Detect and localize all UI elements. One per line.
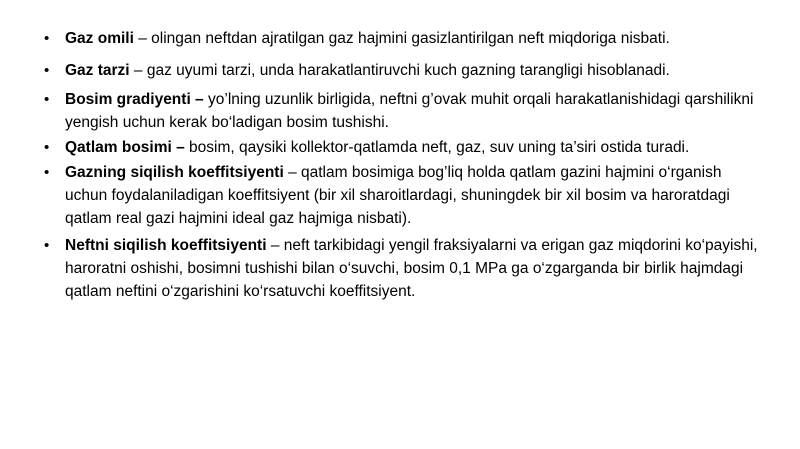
term: Gaz tarzi <box>65 62 130 79</box>
term: Qatlam bosimi – <box>65 139 185 156</box>
definition: yo’lning uzunlik birligida, neftni g’ovak muhit orqali harakatlanishidagi qarshilikni yengish uchun kerak bo‘ladigan bosim tushishi. <box>65 91 754 131</box>
bullet-icon: • <box>44 164 50 181</box>
definition: neft tarkibidagi yengil fraksiyalarni va erigan gaz miqdorini ko‘payishi, haroratni oshishi, bosimni tushishi bilan o‘suvchi, bosim 0,1 MPa ga o‘zgarganda bir birlik hajmdagi qatlam neftini o‘zgarishini ko‘rsatuvchi koeffitsiyent. <box>65 237 758 300</box>
definition: bosim, qaysiki kollektor-qatlamda neft, gaz, suv uning ta’siri ostida turadi. <box>189 139 690 156</box>
bullet-icon: • <box>44 30 50 47</box>
term: Gaz omili <box>65 30 134 47</box>
list-item-gazning-siqilish <box>44 161 764 230</box>
separator: – <box>129 62 147 79</box>
list-item-neftni-siqilish <box>44 234 764 303</box>
bullet-icon: • <box>44 139 50 156</box>
separator: – <box>266 237 284 254</box>
term: Bosim gradiyenti – <box>65 91 204 108</box>
list-item-gaz-omili <box>44 24 764 53</box>
separator: – <box>283 164 301 181</box>
bullet-icon: • <box>44 237 50 254</box>
list-item-bosim-gradiyenti <box>44 88 764 134</box>
definition-list <box>44 24 764 303</box>
term: Neftni siqilish koeffitsiyenti <box>65 237 267 254</box>
definition: gaz uyumi tarzi, unda harakatlantiruvchi kuch gazning tarangligi hisoblanadi. <box>146 62 670 79</box>
list-item-qatlam-bosimi <box>44 136 764 159</box>
separator: – <box>133 30 152 47</box>
definition: qatlam bosimiga bog’liq holda qatlam gazini hajmini o‘rganish uchun foydalaniladigan koeffitsiyent (bir xil sharoitlardagi, shuningdek bir xil bosim va haroratdagi qatlam real gazi hajmini ideal gaz hajmiga nisbati). <box>65 164 730 227</box>
list-item-gaz-tarzi <box>44 56 764 85</box>
bullet-icon: • <box>44 91 50 108</box>
bullet-icon: • <box>44 62 50 79</box>
definition: olingan neftdan ajratilgan gaz hajmini gasizlantirilgan neft miqdoriga nisbati. <box>151 30 670 47</box>
term: Gazning siqilish koeffitsiyenti <box>65 164 284 181</box>
